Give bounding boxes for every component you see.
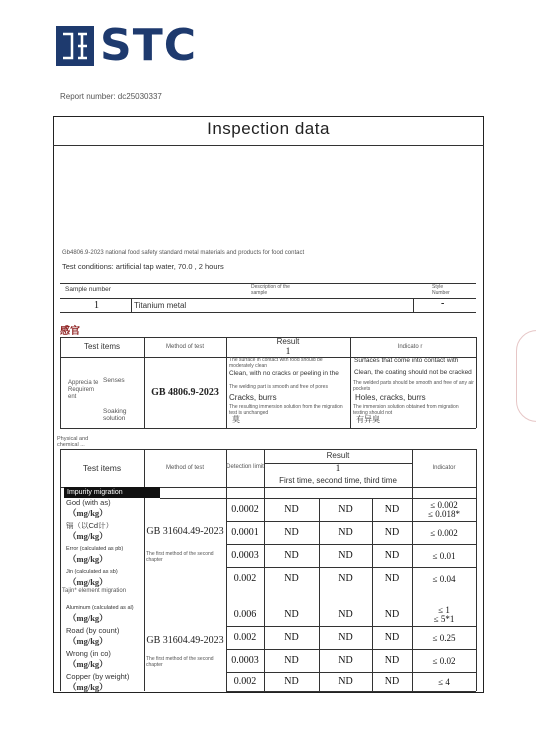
row-detection-limit: 0.006 [233,609,257,620]
row-item-label: Copper (by weight) [66,673,130,681]
page-title: Inspection data [207,119,330,138]
row-result-3: ND [384,573,400,584]
divider [131,298,132,312]
row-indicator: ≤ 0.01 [432,550,456,561]
result-r1-small: The surface in contact with food should be moderately clean [229,357,323,369]
sample-description-value: Titanium metal [134,301,187,310]
row-item-unit: （mg/kg） [68,613,108,623]
row-detection-limit: 0.002 [233,676,257,687]
indicator-r1-b: Clean, the coating should not be cracked [354,369,472,376]
row-item-label: Jin (calculated as sb) [66,569,118,575]
row-result-2: ND [338,655,353,666]
row-result-3: ND [384,676,400,687]
standard-line: Gb4806.9-2023 national food safety standard metal materials and products for food contact [62,250,305,256]
row-detection-limit: 0.002 [233,632,257,643]
result-header: Result [276,337,300,346]
indicator-r2-small: The welded parts should be smooth and free of any air pockets [353,380,474,392]
row-result-1: ND [284,632,299,643]
row-indicator: ≤ 0.04 [432,573,456,584]
test-items-header-2: Test items [82,463,122,473]
divider [350,337,351,428]
row-indicator: ≤ 1 [438,604,450,615]
divider [413,298,414,312]
style-number-value: - [441,298,445,309]
row-result-2: ND [338,504,353,515]
appreciation-label: Apprecia te Requirem ent [68,380,99,400]
row-result-1: ND [284,573,299,584]
sample-description-label: Description of the sample [251,284,290,296]
method-header-2: Method of test [165,465,205,471]
row-detection-limit: 0.0001 [231,527,259,538]
row-item-unit: （mg/kg） [68,682,108,692]
result-r1-main: Clean, with no cracks or peeling in the [229,370,339,377]
titan-migration-label: Tajin* element migration [62,588,127,594]
result-header-2: Result [326,451,350,460]
row-result-2: ND [338,550,353,561]
row-detection-limit: 0.0003 [231,655,259,666]
group1-method: GB 31604.49-2023 [146,526,224,537]
result-number: 1 [285,346,291,356]
row-result-2: ND [338,676,353,687]
group2-method: GB 31604.49-2023 [146,635,224,646]
test-items-header: Test items [83,342,120,351]
row-item-label: Aluminum (calculated as al) [66,605,134,611]
row-detection-limit: 0.0003 [231,550,259,561]
row-detection-limit: 0.0002 [231,504,259,515]
divider [60,428,476,429]
row-result-3: ND [384,632,400,643]
row-indicator: ≤ 4 [438,676,450,687]
group1-note: The first method of the second chapter [146,551,214,563]
indicator-r2-main: Holes, cracks, burrs [355,393,426,402]
indicator-header-2: Indicator [432,465,456,471]
result-r3-main: 莫 [232,415,240,424]
row-item-label: Error (calculated as pb) [66,546,124,552]
result-number-2: 1 [335,463,341,473]
logo-mark-icon [56,26,94,66]
row-result-1: ND [284,676,299,687]
test-conditions: Test conditions: artificial tap water, 70.0 , 2 hours [62,262,224,271]
row-result-1: ND [284,609,299,620]
row-result-1: ND [284,527,299,538]
row-indicator: ≤ 0.25 [432,632,456,643]
result-r2-main: Cracks, burrs [229,393,277,402]
company-logo [56,20,206,71]
row-result-3: ND [384,550,400,561]
row-result-1: ND [284,655,299,666]
indicator-r1-main: Surfaces that come into contact with [354,357,459,364]
senses-section-label: 感官 [60,326,80,337]
report-number: Report number: dc25030337 [60,92,162,101]
seal-stamp [516,330,536,422]
physchem-section-label: Physical and chemical ... [57,436,89,448]
row-item-unit: （mg/kg） [68,659,108,669]
row-indicator: ≤ 0.002 [430,499,458,510]
sample-number-label: Sample number [65,286,111,293]
indicator-r3-small: The immersion solution obtained from migration testing should not [353,404,459,416]
row-result-3: ND [384,609,400,620]
style-number-label: Style Number [432,284,450,296]
row-item-label: Road (by count) [66,627,120,635]
row-result-1: ND [284,504,299,515]
row-item-unit: （mg/kg） [68,577,108,587]
senses-method-value: GB 4806.9-2023 [151,387,219,398]
row-result-2: ND [338,527,353,538]
result-times-header: First time, second time, third time [279,475,397,485]
row-indicator-2: ≤ 0.018* [428,509,460,520]
method-header: Method of test [165,344,205,350]
row-item-label: 镉（以Cd计） [66,522,114,530]
row-item-unit: （mg/kg） [68,554,108,564]
senses-label: Senses [103,377,125,384]
row-result-2: ND [338,573,353,584]
table-row-divider [226,691,476,692]
row-result-3: ND [384,527,400,538]
row-item-unit: （mg/kg） [68,508,108,518]
impurity-migration-band: Impurity migration [64,487,160,498]
row-result-2: ND [338,632,353,643]
divider [476,449,477,691]
row-item-label: God (with as) [66,499,111,507]
result-r3-small: The resulting immersion solution from the migration test is unchanged [229,404,343,416]
row-item-unit: （mg/kg） [68,531,108,541]
result-r2-small: The welding part is smooth and free of pores [229,384,328,390]
divider [53,145,484,146]
row-indicator: ≤ 0.002 [430,527,458,538]
row-detection-limit: 0.002 [233,573,257,584]
row-indicator-2: ≤ 5*1 [433,614,455,625]
row-result-3: ND [384,504,400,515]
divider [476,337,477,428]
sample-number-value: 1 [94,300,99,311]
group2-note: The first method of the second chapter [146,656,214,668]
indicator-r3-main: 有异臭 [356,415,380,424]
row-result-3: ND [384,655,400,666]
indicator-header: Indicato r [397,344,423,350]
row-result-1: ND [284,550,299,561]
row-item-unit: （mg/kg） [68,636,108,646]
detection-limit-header: Detection limit [226,463,264,470]
divider [60,312,476,313]
logo-text: STC [100,20,197,71]
row-item-label: Wrong (in co) [66,650,111,658]
row-result-2: ND [338,609,353,620]
row-indicator: ≤ 0.02 [432,655,456,666]
soaking-label: Soaking solution [103,408,127,422]
